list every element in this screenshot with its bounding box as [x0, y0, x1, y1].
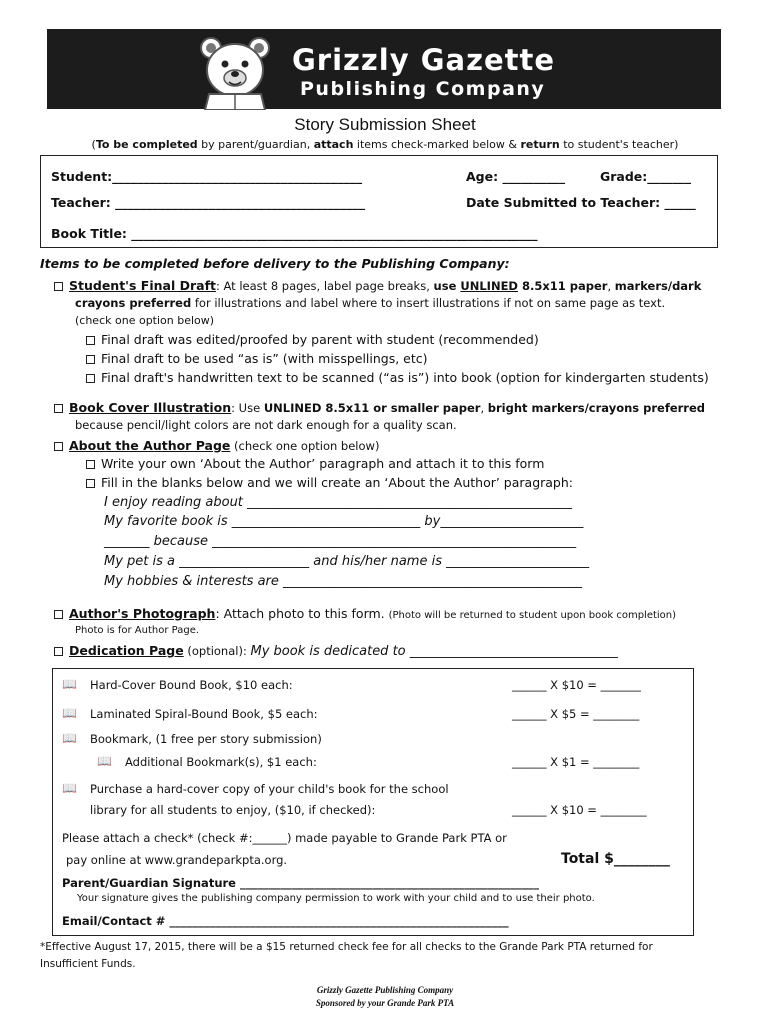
returned-check-note: *Effective August 17, 2015, there will be a $15 returned check fee for all checks to the Grande Park PTA returned for	[40, 941, 653, 953]
blank-favorite-book[interactable]: My favorite book is _____________________________ by______________________	[104, 514, 584, 529]
cover-checkbox[interactable]	[54, 404, 63, 413]
footer-company: Grizzly Gazette Publishing Company	[316, 985, 454, 995]
final-draft-option-2[interactable]: Final draft to be used “as is” (with misspellings, etc)	[86, 351, 428, 366]
cover-line2: because pencil/light colors are not dark enough for a quality scan.	[75, 418, 457, 432]
grizzly-bear-logo-icon	[195, 34, 275, 110]
spiral-calc[interactable]: ______ X $5 = ________	[512, 707, 640, 721]
purchase-line2: library for all students to enjoy, ($10, if checked):	[90, 803, 376, 817]
teacher-field[interactable]: Teacher: ________________________________________	[51, 195, 366, 210]
blank-pet[interactable]: My pet is a ____________________ and his/her name is ______________________	[104, 554, 590, 569]
cover-item: Book Cover Illustration: Use UNLINED 8.5x11 or smaller paper, bright markers/crayons preferred	[54, 400, 705, 415]
student-field[interactable]: Student:________________________________________	[51, 169, 363, 184]
additional-bookmark-label: Additional Bookmark(s), $1 each:	[125, 755, 317, 769]
about-option-2[interactable]: Fill in the blanks below and we will create an ‘About the Author’ paragraph:	[86, 475, 573, 490]
checkbox[interactable]	[86, 479, 95, 488]
email-field[interactable]: Email/Contact # ___________________________________________________________	[62, 914, 509, 928]
photo-checkbox[interactable]	[54, 610, 63, 619]
checkbox[interactable]	[86, 460, 95, 469]
book-title-field[interactable]: Book Title: _________________________________________________________________	[51, 226, 538, 241]
signature-note: Your signature gives the publishing company permission to work with your child and to use their photo.	[77, 893, 595, 904]
bookmark-label: Bookmark, (1 free per story submission)	[90, 732, 322, 746]
brand-subtitle: Publishing Company	[300, 78, 546, 100]
photo-item: Author's Photograph: Attach photo to this form. (Photo will be returned to student upon book completion)	[54, 606, 676, 621]
blank-hobbies[interactable]: My hobbies & interests are ______________________________________________	[104, 574, 583, 589]
final-draft-item: Student's Final Draft: At least 8 pages, label page breaks, use UNLINED 8.5x11 paper, markers/dark	[54, 278, 701, 293]
hardcover-calc[interactable]: ______ X $10 = _______	[512, 678, 641, 692]
checkbox[interactable]	[86, 336, 95, 345]
book-icon: 📖	[97, 754, 112, 768]
items-heading: Items to be completed before delivery to the Publishing Company:	[40, 256, 510, 271]
purchase-calc[interactable]: ______ X $10 = ________	[512, 803, 647, 817]
about-checkbox[interactable]	[54, 442, 63, 451]
dedication-item: Dedication Page (optional): My book is dedicated to ________________________________	[54, 643, 618, 659]
blank-reading[interactable]: I enjoy reading about __________________________________________________	[104, 495, 573, 510]
book-icon: 📖	[62, 781, 77, 795]
grade-field[interactable]: Grade:_______	[600, 169, 692, 184]
attach-check[interactable]: Please attach a check* (check #:______) made payable to Grande Park PTA or	[62, 831, 507, 845]
blank-because[interactable]: _______ because ________________________________________________________	[104, 534, 577, 549]
dedication-checkbox[interactable]	[54, 647, 63, 656]
checkbox[interactable]	[86, 374, 95, 383]
book-icon: 📖	[62, 677, 77, 691]
pay-online[interactable]: pay online at www.grandeparkpta.org.	[66, 853, 288, 867]
book-icon: 📖	[62, 731, 77, 745]
about-option-1[interactable]: Write your own ‘About the Author’ paragraph and attach it to this form	[86, 456, 544, 471]
date-submitted-field[interactable]: Date Submitted to Teacher: _____	[466, 195, 696, 210]
purchase-line1: Purchase a hard-cover copy of your child's book for the school	[90, 782, 449, 796]
total-field[interactable]: Total $________	[561, 851, 670, 867]
about-item: About the Author Page (check one option below)	[54, 438, 379, 453]
page-title: Story Submission Sheet	[294, 115, 476, 134]
footer-sponsor: Sponsored by your Grande Park PTA	[315, 998, 455, 1008]
photo-line2: Photo is for Author Page.	[75, 625, 200, 636]
final-draft-line2: crayons preferred for illustrations and label where to insert illustrations if not on same page as text.	[75, 296, 666, 310]
checkbox[interactable]	[86, 355, 95, 364]
spiral-label: Laminated Spiral-Bound Book, $5 each:	[90, 707, 318, 721]
brand-name: Grizzly Gazette	[292, 43, 556, 77]
signature-field[interactable]: Parent/Guardian Signature ____________________________________________________	[62, 876, 539, 890]
final-draft-line3: (check one option below)	[75, 314, 215, 327]
final-draft-option-3[interactable]: Final draft's handwritten text to be scanned (“as is”) into book (option for kindergarten students)	[86, 370, 709, 385]
hardcover-label: Hard-Cover Bound Book, $10 each:	[90, 678, 293, 692]
final-draft-checkbox[interactable]	[54, 282, 63, 291]
book-icon: 📖	[62, 706, 77, 720]
returned-check-note-2: Insufficient Funds.	[40, 958, 136, 970]
instructions: (To be completed by parent/guardian, attach items check-marked below & return to student's teacher)	[91, 138, 679, 151]
age-field[interactable]: Age: __________	[466, 169, 565, 184]
final-draft-option-1[interactable]: Final draft was edited/proofed by parent with student (recommended)	[86, 332, 539, 347]
additional-bookmark-calc[interactable]: ______ X $1 = ________	[512, 755, 640, 769]
